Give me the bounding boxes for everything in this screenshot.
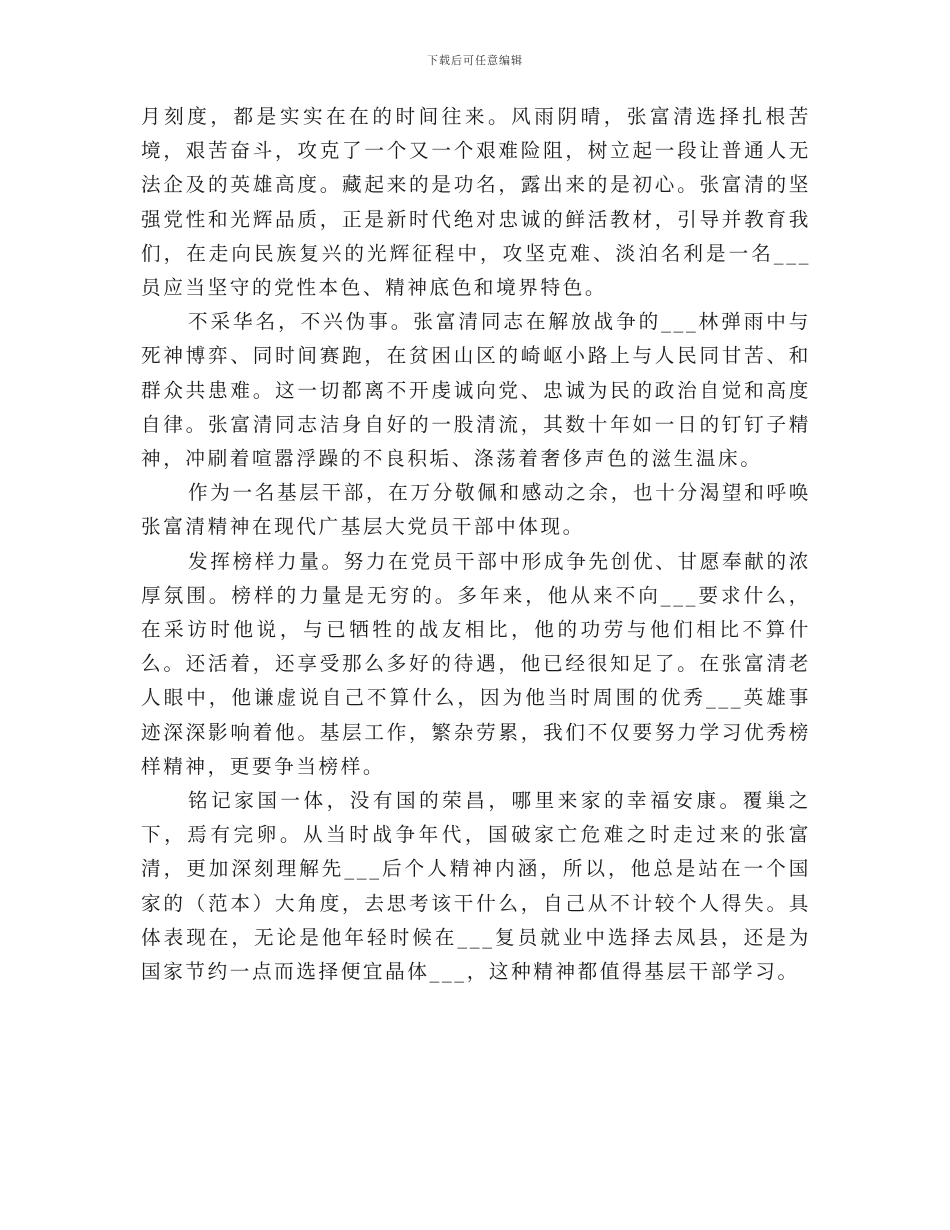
paragraph-1: 月刻度，都是实实在在的时间往来。风雨阴晴，张富清选择扎根苦境，艰苦奋斗，攻克了一个又一个艰难险阻，树立起一段让普通人无法企及的英雄高度。藏起来的是功名，露出来的是初心。张富清的坚强党性和光辉品质，正是新时代绝对忠诚的鲜活教材，引导并教育我们，在走向民族复兴的光辉征程中，攻坚克难、淡泊名利是一名___员应当坚守的党性本色、精神底色和境界特色。 bbox=[141, 105, 811, 300]
paragraph-5: 铭记家国一体，没有国的荣昌，哪里来家的幸福安康。覆巢之下，焉有完卵。从当时战争年代，国破家亡危难之时走过来的张富清，更加深刻理解先___后个人精神内涵，所以，他总是站在一个国家的（范本）大角度，去思考该干什么，自己从不计较个人得失。具体表现在，无论是他年轻时候在___复员就业中选择去凤县，还是为国家节约一点而选择便宜晶体___，这种精神都值得基层干部学习。 bbox=[141, 789, 811, 984]
paragraph-4: 发挥榜样力量。努力在党员干部中形成争先创优、甘愿奉献的浓厚氛围。榜样的力量是无穷的。多年来，他从来不向___要求什么，在采访时他说，与已牺牲的战友相比，他的功劳与他们相比不算什么。还活着，还享受那么多好的待遇，他已经很知足了。在张富清老人眼中，他谦虚说自己不算什么，因为他当时周围的优秀___英雄事迹深深影响着他。基层工作，繁杂劳累，我们不仅要努力学习优秀榜样精神，更要争当榜样。 bbox=[141, 549, 811, 778]
document-body bbox=[141, 100, 811, 989]
page-header: 下载后可任意编辑 bbox=[427, 54, 523, 67]
paragraph-2: 不采华名，不兴伪事。张富清同志在解放战争的___林弹雨中与死神博弈、同时间赛跑，在贫困山区的崎岖小路上与人民同甘苦、和群众共患难。这一切都离不开虔诚向党、忠诚为民的政治自觉和高度自律。张富清同志洁身自好的一股清流，其数十年如一日的钉钉子精神，冲刷着喧嚣浮躁的不良积垢、涤荡着奢侈声色的滋生温床。 bbox=[141, 310, 811, 471]
paragraph-3: 作为一名基层干部，在万分敬佩和感动之余，也十分渴望和呼唤张富清精神在现代广基层大党员干部中体现。 bbox=[141, 481, 811, 539]
